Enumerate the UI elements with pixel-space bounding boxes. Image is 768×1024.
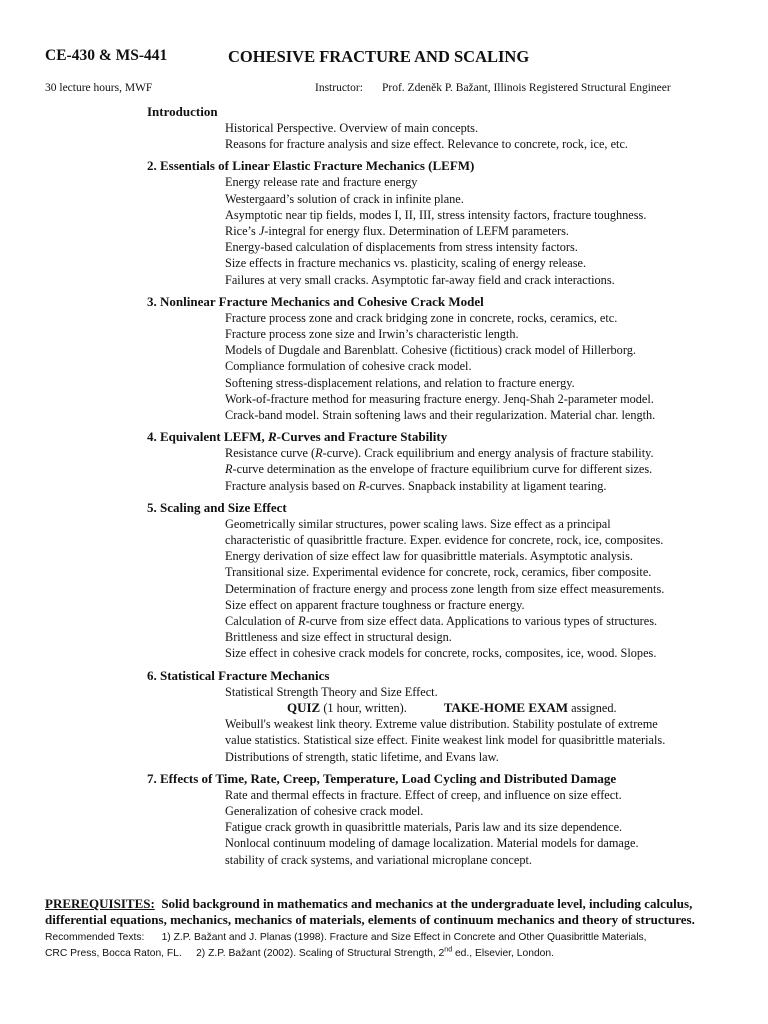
outline-section: [147, 104, 747, 152]
topic-line: Fatigue crack growth in quasibrittle materials, Paris law and its size dependence.: [225, 820, 623, 835]
topic-line: Softening stress-displacement relations, and relation to fracture energy.: [225, 375, 575, 390]
topic-line: Fracture analysis based on R-curves. Snapback instability at ligament tearing.: [225, 478, 607, 493]
topic-line: Compliance formulation of cohesive crack model.: [225, 359, 472, 374]
topic-line: Nonlocal continuum modeling of damage localization. Material models for damage.: [225, 836, 639, 851]
prerequisites: [45, 896, 757, 928]
topic-line: Size effect in cohesive crack models for concrete, rocks, composites, ice, wood. Slopes.: [225, 646, 657, 661]
quiz-note: (1 hour, written).: [323, 700, 407, 715]
recommended-text-1-continued: CRC Press, Bocca Raton, FL.: [45, 948, 182, 959]
quiz-exam-line: [287, 700, 747, 716]
topic-line: Energy release rate and fracture energy: [225, 175, 418, 190]
topic-line: Fracture process zone and crack bridging zone in concrete, rocks, ceramics, etc.: [225, 310, 618, 325]
topic-line: Brittleness and size effect in structural design.: [225, 630, 452, 645]
recommended-texts-line-1: [45, 930, 757, 946]
topic-line: Reasons for fracture analysis and size effect. Relevance to concrete, rock, ice, etc.: [225, 137, 628, 152]
exam-label: TAKE-HOME EXAM: [443, 699, 569, 715]
topic-line: Failures at very small cracks. Asymptotic far-away field and crack interactions.: [225, 272, 615, 287]
recommended-text-1: 1) Z.P. Bažant and J. Planas (1998). Fracture and Size Effect in Concrete and Other Quasibrittle Materials,: [161, 932, 647, 943]
section-title: 4. Equivalent LEFM, R-Curves and Fracture Stability: [147, 429, 448, 445]
topic-line: Rice’s J-integral for energy flux. Determination of LEFM parameters.: [225, 224, 569, 239]
outline-section: [147, 429, 747, 494]
outline-section: [147, 158, 747, 287]
prerequisites-text: Solid background in mathematics and mechanics at the undergraduate level, including calculus, differential equations, mechanics, mechanics of materials, elements of continuum mechanics and theory of structures.: [45, 896, 695, 927]
recommended-text-2-end: ed., Elsevier, London.: [452, 948, 554, 959]
topic-line: Rate and thermal effects in fracture. Effect of creep, and influence on size effect.: [225, 787, 622, 802]
section-title: 7. Effects of Time, Rate, Creep, Temperature, Load Cycling and Distributed Damage: [147, 770, 617, 786]
instructor-name: Prof. Zdeněk P. Bažant, Illinois Registered Structural Engineer: [382, 82, 671, 94]
topic-line: Determination of fracture energy and process zone length from size effect measurements.: [225, 581, 665, 596]
topic-line: Work-of-fracture method for measuring fracture energy. Jenq-Shah 2-parameter model.: [225, 391, 654, 406]
course-code: CE-430 & MS-441: [45, 47, 168, 64]
topic-line: stability of crack systems, and variational microplane concept.: [225, 852, 532, 867]
topic-line: Fracture process zone size and Irwin’s characteristic length.: [225, 327, 519, 342]
topic-line: Crack-band model. Strain softening laws and their regularization. Material char. length.: [225, 408, 656, 423]
topic-line: Energy-based calculation of displacements from stress intensity factors.: [225, 240, 578, 255]
recommended-text-2: 2) Z.P. Bažant (2002). Scaling of Structural Strength, 2: [196, 948, 445, 959]
exam-note: assigned.: [571, 700, 617, 715]
outline-section: [147, 294, 747, 423]
instructor-label: Instructor:: [315, 82, 363, 94]
recommended-text-2-superscript: nd: [444, 946, 453, 954]
quiz-label: QUIZ: [287, 699, 321, 715]
topic-line: Transitional size. Experimental evidence for concrete, rock, ceramics, fiber composite.: [225, 565, 652, 580]
topic-line: Geometrically similar structures, power scaling laws. Size effect as a principal: [225, 516, 611, 531]
section-title: 6. Statistical Fracture Mechanics: [147, 667, 330, 683]
topic-line: characteristic of quasibrittle fracture. Exper. evidence for concrete, rock, ice, composites.: [225, 533, 664, 548]
prerequisites-label: PREREQUISITES:: [45, 896, 155, 911]
lecture-hours: 30 lecture hours, MWF: [45, 82, 153, 94]
topic-line: Resistance curve (R-curve). Crack equilibrium and energy analysis of fracture stability.: [225, 446, 654, 461]
course-title: COHESIVE FRACTURE AND SCALING: [228, 47, 530, 66]
topic-line: value statistics. Statistical size effect. Finite weakest link model for quasibrittle materials.: [225, 733, 666, 748]
section-title: 3. Nonlinear Fracture Mechanics and Cohesive Crack Model: [147, 293, 484, 309]
topic-line: Generalization of cohesive crack model.: [225, 803, 424, 818]
topic-line: Distributions of strength, static lifetime, and Evans law.: [225, 749, 499, 764]
topic-line: Calculation of R-curve from size effect data. Applications to various types of structures.: [225, 614, 658, 629]
topic-line: Historical Perspective. Overview of main concepts.: [225, 121, 479, 135]
topic-line: R-curve determination as the envelope of fracture equilibrium curve for different sizes.: [225, 462, 653, 477]
topic-line: Westergaard’s solution of crack in infinite plane.: [225, 191, 464, 206]
topic-line: Models of Dugdale and Barenblatt. Cohesive (fictitious) crack model of Hillerborg.: [225, 343, 636, 358]
recommended-texts-line-2: [45, 946, 757, 962]
topic-line: Size effect on apparent fracture toughness or fracture energy.: [225, 597, 525, 612]
topic-line: Asymptotic near tip fields, modes I, II, III, stress intensity factors, fracture toughness.: [225, 207, 647, 222]
recommended-texts-label: Recommended Texts:: [45, 932, 145, 943]
outline-section: [147, 500, 747, 662]
section-title: 2. Essentials of Linear Elastic Fracture Mechanics (LEFM): [147, 158, 475, 174]
topic-line: Energy derivation of size effect law for quasibrittle materials. Asymptotic analysis.: [225, 549, 633, 564]
topic-line: Weibull's weakest link theory. Extreme value distribution. Stability postulate of extreme: [225, 717, 658, 732]
section-title: Introduction: [147, 104, 218, 119]
recommended-texts: [45, 930, 757, 962]
outline-section: [147, 668, 747, 765]
topic-line: Statistical Strength Theory and Size Effect.: [225, 684, 438, 699]
outline-section: [147, 771, 747, 868]
course-outline: [147, 104, 747, 874]
section-title: 5. Scaling and Size Effect: [147, 499, 287, 515]
topic-line: Size effects in fracture mechanics vs. plasticity, scaling of energy release.: [225, 256, 587, 271]
